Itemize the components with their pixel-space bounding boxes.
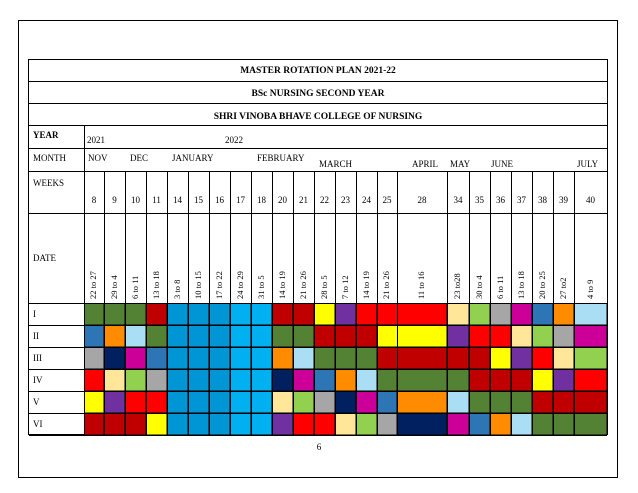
rotation-cell	[272, 347, 293, 369]
rotation-cell	[574, 347, 607, 369]
date-range: 17 to 22	[213, 271, 224, 299]
rotation-cell	[356, 369, 377, 391]
rotation-cell	[188, 413, 209, 435]
month-label: MONTH	[33, 153, 66, 163]
rotation-cell	[377, 413, 397, 435]
rotation-cell	[447, 391, 469, 413]
week-number: 36	[496, 195, 505, 205]
month-jul: JULY	[577, 159, 599, 169]
month-mar: MARCH	[319, 159, 353, 169]
date-range: 14 to 19	[276, 271, 287, 299]
rotation-cell	[356, 303, 377, 325]
rotation-cell	[146, 303, 167, 325]
rotation-cell	[511, 369, 532, 391]
rotation-cell	[314, 325, 335, 347]
rotation-cell	[167, 303, 188, 325]
date-range: 31 to 5	[255, 275, 266, 299]
date-range: 28 to 5	[318, 275, 329, 299]
rotation-cell	[314, 347, 335, 369]
rotation-cell	[447, 369, 469, 391]
rotation-cell	[293, 413, 314, 435]
week-number: 20	[278, 195, 287, 205]
rotation-cell	[469, 303, 490, 325]
date-range: 13 to 18	[515, 271, 526, 299]
year-2021: 2021	[87, 135, 105, 145]
week-number: 11	[152, 195, 161, 205]
rotation-cell	[490, 347, 511, 369]
rotation-cell	[397, 413, 447, 435]
rotation-cell	[188, 391, 209, 413]
week-number: 17	[236, 195, 245, 205]
rotation-cell	[532, 369, 553, 391]
rotation-cell	[314, 391, 335, 413]
rotation-cell	[272, 369, 293, 391]
group-label: V	[33, 397, 40, 407]
rotation-cell	[574, 391, 607, 413]
rotation-cell	[104, 391, 125, 413]
week-number: 34	[453, 195, 463, 205]
rotation-cell	[272, 325, 293, 347]
rotation-cell	[447, 347, 469, 369]
title-course: BSc NURSING SECOND YEAR	[29, 82, 607, 104]
year-2022: 2022	[225, 135, 243, 145]
rotation-cell	[447, 303, 469, 325]
group-label: I	[33, 309, 36, 319]
rotation-cell	[84, 303, 104, 325]
title-main: MASTER ROTATION PLAN 2021-22	[29, 60, 607, 82]
rotation-cell	[335, 391, 356, 413]
rotation-cell	[490, 413, 511, 435]
rotation-cell	[490, 325, 511, 347]
rotation-cell	[490, 303, 511, 325]
rotation-cell	[314, 369, 335, 391]
date-range: 4 to 9	[584, 279, 595, 299]
rotation-cell	[335, 347, 356, 369]
rotation-cell	[511, 325, 532, 347]
month-jun: JUNE	[491, 159, 513, 169]
rotation-cell	[104, 303, 125, 325]
rotation-cell	[251, 303, 272, 325]
date-range: 21 to 26	[297, 271, 308, 299]
rotation-cell	[574, 325, 607, 347]
rotation-cell	[167, 369, 188, 391]
rotation-cell	[574, 303, 607, 325]
rotation-cell	[230, 303, 251, 325]
week-number: 8	[91, 195, 97, 205]
rotation-cell	[511, 413, 532, 435]
rotation-cell	[532, 325, 553, 347]
date-range: 30 to 4	[473, 275, 484, 299]
rotation-cell	[146, 325, 167, 347]
week-number: 10	[131, 195, 140, 205]
page-number: 6	[316, 442, 322, 452]
group-label: II	[33, 331, 39, 341]
rotation-cell	[356, 325, 377, 347]
week-number: 18	[257, 195, 266, 205]
rotation-cell	[167, 413, 188, 435]
rotation-cell	[272, 391, 293, 413]
rotation-cell	[104, 347, 125, 369]
week-number: 25	[382, 195, 392, 205]
month-may: MAY	[450, 159, 471, 169]
rotation-cell	[532, 391, 553, 413]
rotation-cell	[251, 347, 272, 369]
rotation-cell	[397, 369, 447, 391]
date-range: 6 to 11	[494, 275, 505, 299]
rotation-cell	[188, 325, 209, 347]
rotation-cell	[209, 413, 230, 435]
rotation-cell	[251, 413, 272, 435]
rotation-cell	[377, 303, 447, 325]
rotation-cell	[335, 303, 356, 325]
date-range: 11 to 16	[416, 271, 426, 299]
rotation-cell	[125, 413, 146, 435]
rotation-cell	[377, 391, 397, 413]
rotation-cell	[469, 369, 490, 391]
rotation-cell	[209, 347, 230, 369]
rotation-cell	[104, 413, 125, 435]
rotation-cell	[230, 347, 251, 369]
month-jan: JANUARY	[172, 153, 214, 163]
week-number: 15	[194, 195, 203, 205]
rotation-cell	[209, 325, 230, 347]
year-label: YEAR	[33, 130, 59, 140]
rotation-cell	[293, 347, 314, 369]
rotation-cell	[146, 369, 167, 391]
rotation-cell	[209, 391, 230, 413]
date-range: 3 to 8	[171, 279, 182, 299]
rotation-cell	[553, 391, 574, 413]
rotation-cell	[104, 325, 125, 347]
group-label: IV	[33, 375, 43, 385]
rotation-cell	[356, 413, 377, 435]
rotation-cell	[188, 369, 209, 391]
rotation-cell	[125, 369, 146, 391]
week-number: 39	[559, 195, 568, 205]
date-range: 24 to 29	[234, 271, 245, 299]
group-label: III	[33, 353, 42, 363]
rotation-cell	[146, 391, 167, 413]
month-dec: DEC	[130, 153, 148, 163]
rotation-cell	[356, 391, 377, 413]
date-range: 6 to 11	[129, 275, 140, 299]
rotation-cell	[397, 391, 447, 413]
rotation-cell	[314, 303, 335, 325]
rotation-cell	[447, 413, 469, 435]
week-number: 21	[299, 195, 308, 205]
date-range: 10 to 15	[192, 271, 203, 299]
rotation-cell	[209, 369, 230, 391]
date-range: 21 to 26	[381, 271, 391, 299]
rotation-cell	[84, 391, 104, 413]
date-range: 23 to28	[452, 273, 462, 299]
date-range: 27 to2	[557, 277, 568, 299]
month-feb: FEBRUARY	[257, 153, 305, 163]
week-number: 23	[341, 195, 350, 205]
rotation-cell	[293, 369, 314, 391]
rotation-cell	[84, 325, 104, 347]
rotation-cell	[125, 303, 146, 325]
group-label: VI	[33, 419, 43, 429]
rotation-cell	[377, 325, 447, 347]
rotation-cell	[356, 347, 377, 369]
rotation-cell	[84, 347, 104, 369]
rotation-cell	[272, 413, 293, 435]
rotation-cell	[167, 325, 188, 347]
rotation-cell	[230, 391, 251, 413]
rotation-cell	[335, 369, 356, 391]
week-number: 28	[417, 195, 427, 205]
rotation-cell	[532, 413, 553, 435]
rotation-cell	[293, 303, 314, 325]
rotation-cell	[553, 347, 574, 369]
rotation-cell	[469, 413, 490, 435]
rotation-cell	[511, 391, 532, 413]
month-apr: APRIL	[412, 159, 439, 169]
week-number: 40	[586, 195, 595, 205]
rotation-cell	[532, 303, 553, 325]
rotation-cell	[335, 325, 356, 347]
rotation-cell	[104, 369, 125, 391]
month-nov: NOV	[88, 153, 108, 163]
rotation-cell	[84, 369, 104, 391]
rotation-cell	[146, 347, 167, 369]
rotation-cell	[511, 303, 532, 325]
week-number: 38	[538, 195, 547, 205]
rotation-cell	[167, 391, 188, 413]
title-college: SHRI VINOBA BHAVE COLLEGE OF NURSING	[29, 104, 607, 126]
date-range: 29 to 4	[108, 275, 119, 299]
rotation-cell	[188, 303, 209, 325]
rotation-cell	[532, 347, 553, 369]
rotation-cell	[293, 325, 314, 347]
rotation-cell	[469, 325, 490, 347]
rotation-cell	[469, 347, 490, 369]
date-label: DATE	[33, 253, 56, 263]
rotation-cell	[553, 325, 574, 347]
date-range: 13 to 18	[150, 271, 161, 299]
week-number: 24	[362, 195, 371, 205]
rotation-cell	[146, 413, 167, 435]
rotation-plan-table	[28, 59, 608, 435]
rotation-cell	[447, 325, 469, 347]
rotation-cell	[272, 303, 293, 325]
rotation-cell	[125, 325, 146, 347]
rotation-cell	[188, 347, 209, 369]
week-number: 16	[215, 195, 224, 205]
date-range: 14 to 19	[360, 271, 371, 299]
rotation-cell	[167, 347, 188, 369]
rotation-cell	[230, 369, 251, 391]
rotation-cell	[490, 369, 511, 391]
rotation-cell	[125, 347, 146, 369]
rotation-cell	[251, 391, 272, 413]
rotation-cell	[335, 413, 356, 435]
rotation-cell	[209, 303, 230, 325]
rotation-cell	[490, 391, 511, 413]
date-range: 22 to 27	[88, 271, 98, 299]
rotation-cell	[553, 369, 574, 391]
rotation-cell	[230, 413, 251, 435]
rotation-cell	[574, 369, 607, 391]
rotation-cell	[469, 391, 490, 413]
rotation-cell	[377, 347, 447, 369]
week-number: 37	[517, 195, 526, 205]
rotation-cell	[553, 303, 574, 325]
rotation-cell	[84, 413, 104, 435]
rotation-cell	[293, 391, 314, 413]
rotation-cell	[230, 325, 251, 347]
page-border	[18, 20, 618, 478]
week-number: 9	[112, 195, 117, 205]
rotation-cell	[125, 391, 146, 413]
week-number: 22	[320, 195, 329, 205]
rotation-cell	[314, 413, 335, 435]
weeks-label: WEEKS	[33, 178, 64, 188]
date-range: 20 to 25	[536, 271, 547, 299]
rotation-cell	[553, 413, 574, 435]
rotation-cell	[251, 369, 272, 391]
date-range: 7 to 12	[339, 275, 350, 299]
week-number: 14	[173, 195, 182, 205]
rotation-cell	[377, 369, 397, 391]
rotation-cell	[511, 347, 532, 369]
rotation-cell	[251, 325, 272, 347]
week-number: 35	[475, 195, 484, 205]
rotation-cell	[574, 413, 607, 435]
